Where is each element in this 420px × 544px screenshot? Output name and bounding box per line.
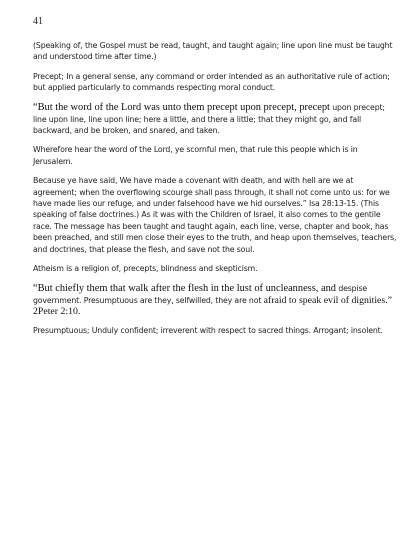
paragraph-text: upon precept; line upon line, line upon line; here a little, and there a little; that they might go, and fall backward, and be broken, and snared, and taken. [33, 102, 385, 136]
scripture-quote-trail: afraid to speak evil of dignities.” 2Peter 2:10. [33, 294, 393, 317]
paragraph-text: Atheism is a religion of, precepts, blindness and skepticism. [33, 264, 258, 274]
scripture-quote-lead: “But the word of the Lord was unto them precept upon precept, precept [33, 101, 330, 113]
paragraph-presumptuous-definition [33, 325, 399, 336]
body-text [33, 40, 399, 345]
paragraph-precept-definition [33, 71, 399, 94]
paragraph-covenant-with-death [33, 175, 399, 255]
paragraph-atheism [33, 263, 399, 274]
scripture-quote-lead: “But chiefly them that walk after the flesh in the lust of uncleanness, and [33, 282, 336, 294]
paragraph-text: Presumptuous; Unduly confident; irreverent with respect to sacred things. Arrogant; insolent. [33, 326, 383, 336]
paragraph-isaiah-quote [33, 102, 399, 137]
paragraph-text: (Speaking of, the Gospel must be read, taught, and taught again; line upon line must be taught and understood time after time.) [33, 41, 393, 62]
paragraph-text: Precept; In a general sense, any command or order intended as an authoritative rule of action; but applied particularly to commands respecting moral conduct. [33, 71, 390, 93]
paragraph-gospel-line-upon-line [33, 40, 399, 63]
page-number: 41 [33, 16, 43, 27]
paragraph-text: despise government. Presumptuous are they, selfwilled, they are not [33, 283, 368, 305]
paragraph-text: Wherefore hear the word of the Lord, ye scornful men, that rule this people which is in Jerusalem. [33, 145, 358, 166]
paragraph-peter-quote [33, 283, 399, 318]
paragraph-text: Because ye have said, We have made a covenant with death, and with hell are we at agreement; when the overflowing scourge shall pass through, it shall not come unto us: for we have made lies our refuge, and under falsehood have we hid ourselves.” Isa 28:13-15. (This speaking of false doctrines.) As it was with the Children of Israel, it also comes to the gentile race. The message has been taught and taught again, each line, verse, chapter and book, has been preached, and still men close their eyes to the truth, and heap upon themselves, teachers, and doctrines, that please the flesh, and save not the soul. [33, 176, 397, 254]
paragraph-wherefore-hear [33, 144, 399, 167]
